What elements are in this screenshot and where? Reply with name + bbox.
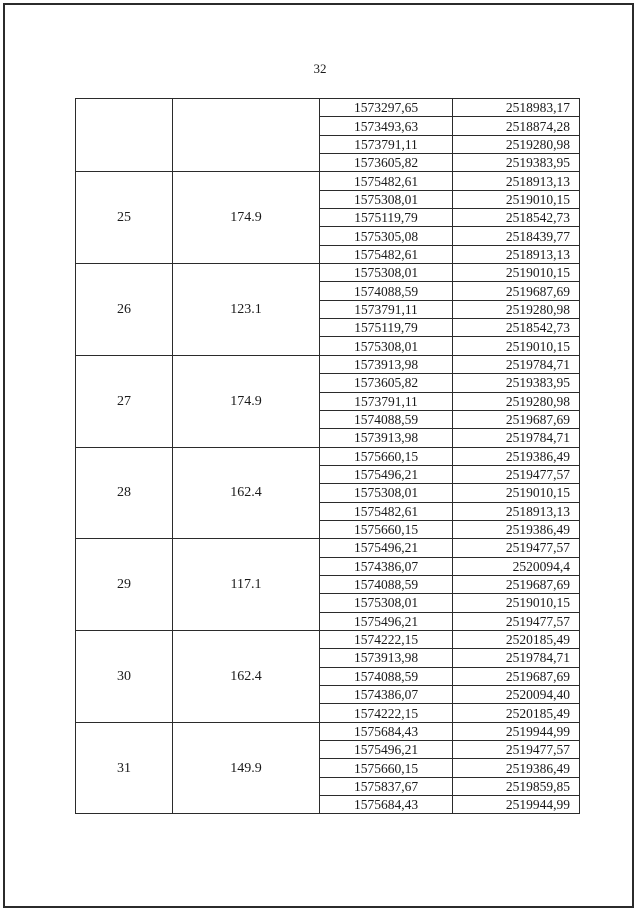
x-coordinate-cell: 1573791,11 — [320, 392, 453, 410]
y-coordinate-cell: 2519010,15 — [453, 190, 580, 208]
y-coordinate-cell: 2519859,85 — [453, 777, 580, 795]
area-cell: 149.9 — [173, 722, 320, 814]
table-row — [76, 355, 580, 373]
x-coordinate-cell: 1574088,59 — [320, 410, 453, 428]
y-coordinate-cell: 2519687,69 — [453, 575, 580, 593]
x-coordinate-cell: 1575482,61 — [320, 502, 453, 520]
x-coordinate-cell: 1575305,08 — [320, 227, 453, 245]
area-cell: 162.4 — [173, 630, 320, 722]
x-coordinate-cell: 1575119,79 — [320, 319, 453, 337]
x-coordinate-cell: 1574088,59 — [320, 575, 453, 593]
x-coordinate-cell: 1574088,59 — [320, 282, 453, 300]
y-coordinate-cell: 2519477,57 — [453, 612, 580, 630]
plot-number-cell: 25 — [76, 172, 173, 264]
y-coordinate-cell: 2519687,69 — [453, 410, 580, 428]
x-coordinate-cell: 1575660,15 — [320, 759, 453, 777]
y-coordinate-cell: 2519687,69 — [453, 667, 580, 685]
x-coordinate-cell: 1575308,01 — [320, 337, 453, 355]
y-coordinate-cell: 2519010,15 — [453, 594, 580, 612]
coordinates-table-body — [76, 99, 580, 814]
y-coordinate-cell: 2519386,49 — [453, 759, 580, 777]
x-coordinate-cell: 1573913,98 — [320, 429, 453, 447]
y-coordinate-cell: 2518983,17 — [453, 99, 580, 117]
plot-number-cell: 30 — [76, 630, 173, 722]
x-coordinate-cell: 1573913,98 — [320, 649, 453, 667]
x-coordinate-cell: 1575119,79 — [320, 209, 453, 227]
area-cell: 117.1 — [173, 539, 320, 631]
table-row — [76, 172, 580, 190]
y-coordinate-cell: 2519280,98 — [453, 135, 580, 153]
y-coordinate-cell: 2519280,98 — [453, 392, 580, 410]
plot-number-cell: 27 — [76, 355, 173, 447]
x-coordinate-cell: 1573913,98 — [320, 355, 453, 373]
y-coordinate-cell: 2519386,49 — [453, 520, 580, 538]
y-coordinate-cell: 2518913,13 — [453, 245, 580, 263]
area-cell: 174.9 — [173, 355, 320, 447]
y-coordinate-cell: 2520185,49 — [453, 630, 580, 648]
y-coordinate-cell: 2519280,98 — [453, 300, 580, 318]
table-row — [76, 539, 580, 557]
plot-number-cell: 28 — [76, 447, 173, 539]
area-cell: 123.1 — [173, 264, 320, 356]
y-coordinate-cell: 2519687,69 — [453, 282, 580, 300]
plot-number-cell: 26 — [76, 264, 173, 356]
plot-number-cell: 29 — [76, 539, 173, 631]
table-row — [76, 447, 580, 465]
x-coordinate-cell: 1575482,61 — [320, 245, 453, 263]
x-coordinate-cell: 1573791,11 — [320, 135, 453, 153]
y-coordinate-cell: 2519383,95 — [453, 374, 580, 392]
x-coordinate-cell: 1574222,15 — [320, 704, 453, 722]
x-coordinate-cell: 1573605,82 — [320, 374, 453, 392]
page-number: 32 — [313, 61, 327, 76]
x-coordinate-cell: 1574386,07 — [320, 686, 453, 704]
y-coordinate-cell: 2520185,49 — [453, 704, 580, 722]
x-coordinate-cell: 1573791,11 — [320, 300, 453, 318]
x-coordinate-cell: 1575308,01 — [320, 484, 453, 502]
y-coordinate-cell: 2520094,40 — [453, 686, 580, 704]
x-coordinate-cell: 1575482,61 — [320, 172, 453, 190]
plot-number-cell — [76, 99, 173, 172]
table-row — [76, 264, 580, 282]
y-coordinate-cell: 2518542,73 — [453, 209, 580, 227]
y-coordinate-cell: 2518874,28 — [453, 117, 580, 135]
y-coordinate-cell: 2519784,71 — [453, 429, 580, 447]
y-coordinate-cell: 2519944,99 — [453, 796, 580, 814]
area-cell: 162.4 — [173, 447, 320, 539]
x-coordinate-cell: 1575837,67 — [320, 777, 453, 795]
x-coordinate-cell: 1575660,15 — [320, 520, 453, 538]
y-coordinate-cell: 2519010,15 — [453, 264, 580, 282]
y-coordinate-cell: 2518439,77 — [453, 227, 580, 245]
x-coordinate-cell: 1575684,43 — [320, 722, 453, 740]
x-coordinate-cell: 1575496,21 — [320, 612, 453, 630]
y-coordinate-cell: 2519386,49 — [453, 447, 580, 465]
x-coordinate-cell: 1573297,65 — [320, 99, 453, 117]
y-coordinate-cell: 2519010,15 — [453, 337, 580, 355]
x-coordinate-cell: 1575496,21 — [320, 741, 453, 759]
area-cell: 174.9 — [173, 172, 320, 264]
plot-number-cell: 31 — [76, 722, 173, 814]
table-row — [76, 722, 580, 740]
x-coordinate-cell: 1575660,15 — [320, 447, 453, 465]
x-coordinate-cell: 1575496,21 — [320, 539, 453, 557]
y-coordinate-cell: 2519477,57 — [453, 539, 580, 557]
x-coordinate-cell: 1574088,59 — [320, 667, 453, 685]
y-coordinate-cell: 2519944,99 — [453, 722, 580, 740]
x-coordinate-cell: 1574222,15 — [320, 630, 453, 648]
coordinates-table — [75, 98, 580, 814]
x-coordinate-cell: 1574386,07 — [320, 557, 453, 575]
y-coordinate-cell: 2518913,13 — [453, 502, 580, 520]
x-coordinate-cell: 1573605,82 — [320, 154, 453, 172]
x-coordinate-cell: 1575308,01 — [320, 594, 453, 612]
y-coordinate-cell: 2519477,57 — [453, 465, 580, 483]
y-coordinate-cell: 2519784,71 — [453, 649, 580, 667]
x-coordinate-cell: 1575684,43 — [320, 796, 453, 814]
x-coordinate-cell: 1575496,21 — [320, 465, 453, 483]
x-coordinate-cell: 1573493,63 — [320, 117, 453, 135]
y-coordinate-cell: 2519010,15 — [453, 484, 580, 502]
table-row — [76, 99, 580, 117]
table-row — [76, 630, 580, 648]
x-coordinate-cell: 1575308,01 — [320, 264, 453, 282]
y-coordinate-cell: 2519477,57 — [453, 741, 580, 759]
y-coordinate-cell: 2519784,71 — [453, 355, 580, 373]
x-coordinate-cell: 1575308,01 — [320, 190, 453, 208]
y-coordinate-cell: 2520094,4 — [453, 557, 580, 575]
y-coordinate-cell: 2518542,73 — [453, 319, 580, 337]
area-cell — [173, 99, 320, 172]
y-coordinate-cell: 2519383,95 — [453, 154, 580, 172]
y-coordinate-cell: 2518913,13 — [453, 172, 580, 190]
